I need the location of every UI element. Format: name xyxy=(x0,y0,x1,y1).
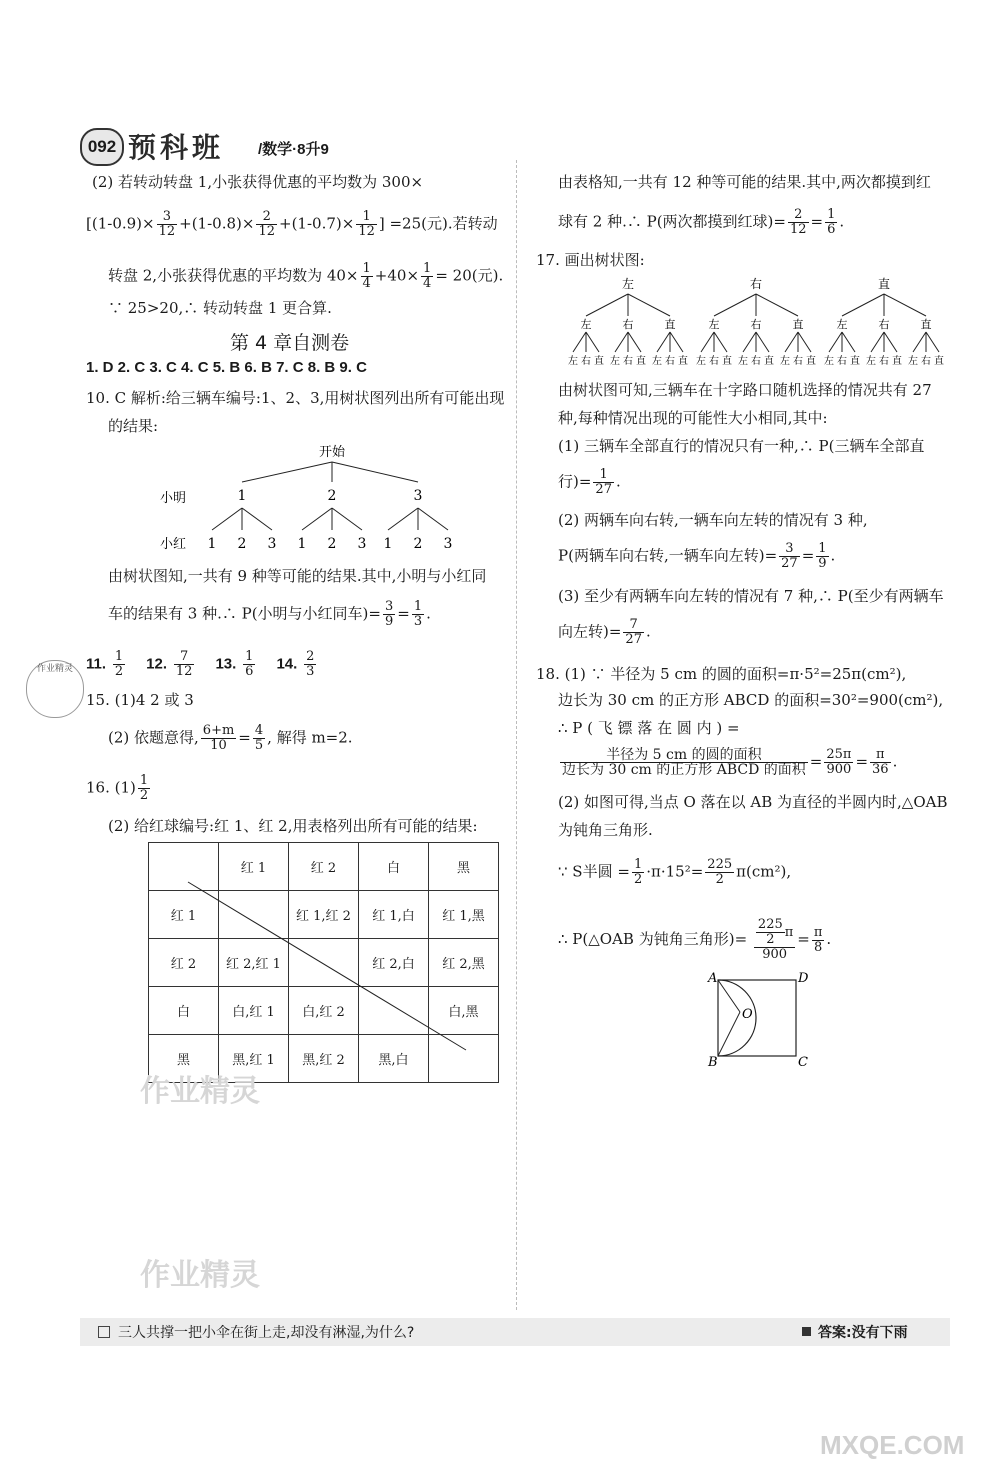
formula-line: 16. (1) $\frac{1}{2}$ xyxy=(86,773,149,803)
text-line: (2) 给红球编号:红 1、红 2,用表格列出所有可能的结果: xyxy=(108,817,478,835)
watermark-text: 作业精灵 xyxy=(140,1258,260,1293)
tree-leaf: 3 xyxy=(267,536,277,552)
text-line: 10. C 解析:给三辆车编号:1、2、3,用树状图列出所有可能出现 xyxy=(86,389,505,407)
text-line: 种,每种情况出现的可能性大小相同,其中: xyxy=(558,409,828,427)
text-line: (1) 三辆车全部直行的情况只有一种,∴ P(三辆车全部直 xyxy=(558,437,925,455)
tree-row-label: 小红 xyxy=(160,537,187,552)
formula-line: 行)= $\frac{1}{27}$ . xyxy=(558,467,621,497)
formula-line: [(1-0.9)× $\frac{3}{12}$ +(1-0.8)× $\frac{2}{12}$ +(1-0.7)× $\frac{1}{12}$ ] =25(元).若转动 xyxy=(86,209,498,239)
text-line: (2) 如图可得,当点 O 落在以 AB 为直径的半圆内时,△OAB xyxy=(558,793,948,811)
tree-node-level2: 右 xyxy=(750,318,762,331)
riddle-question: 三人共撑一把小伞在街上走,却没有淋湿,为什么? xyxy=(118,1325,415,1341)
table-header-cell: 红 1 xyxy=(219,843,289,891)
tree-leaf: 右 xyxy=(709,356,719,367)
answers-1-9: 1. D 2. C 3. C 4. C 5. B 6. B 7. C 8. B 9. C xyxy=(86,359,367,376)
table-row: 白 白,红 1 白,红 2 白,黑 xyxy=(149,987,499,1035)
text-line: 由表格知,一共有 12 种等可能的结果.其中,两次都摸到红 xyxy=(558,173,931,191)
text-line: ∵ 25>20,∴ 转动转盘 1 更合算. xyxy=(108,299,332,317)
table-row: 红 1 红 1,红 2 红 1,白 红 1,黑 xyxy=(149,891,499,939)
tree-leaf: 1 xyxy=(383,536,393,552)
formula-line: (2) 依题意得, $\frac{6+m}{10}$ = $\frac{4}{5}$ , 解得 m=2. xyxy=(108,723,353,753)
text-line: 由树状图知,一共有 9 种等可能的结果.其中,小明与小红同 xyxy=(108,567,487,585)
tree-node-level1: 直 xyxy=(877,277,891,291)
subject-label: /数学·8升9 xyxy=(258,141,329,158)
tree-node-level1: 右 xyxy=(749,277,763,291)
tree-leaf: 1 xyxy=(297,536,307,552)
tree-leaf: 直 xyxy=(636,356,646,367)
site-watermark: MXQE.COM xyxy=(820,1430,965,1460)
tree-diagram-q10 xyxy=(150,440,480,555)
figure-label-d: D xyxy=(798,971,809,986)
formula-line: 车的结果有 3 种.∴ P(小明与小红同车)= $\frac{3}{9}$ = $\frac{1}{3}$ . xyxy=(108,599,431,629)
table-header-cell: 红 2 xyxy=(289,843,359,891)
tree-node-level2: 右 xyxy=(622,318,634,331)
text-line: (2) 若转动转盘 1,小张获得优惠的平均数为 300× xyxy=(92,173,424,191)
tree-root: 开始 xyxy=(318,445,346,460)
tree-node-level2: 直 xyxy=(664,318,676,331)
formula-line: $\frac{\text{半径为 5 cm 的圆的面积}}{\text{边长为 30 cm 的正方形 ABCD 的面积}}$ = $\frac{25\pi}{900}$ = $\frac{\pi}{36}$ . xyxy=(562,747,898,778)
watermark-stamp: 作业精灵 xyxy=(26,660,84,718)
tree-leaf: 左 xyxy=(738,356,748,367)
tree-leaf: 左 xyxy=(696,356,706,367)
tree-leaf: 右 xyxy=(751,356,761,367)
tree-node-level2: 左 xyxy=(836,318,848,331)
formula-line: 球有 2 种.∴ P(两次都摸到红球)= $\frac{2}{12}$ = $\frac{1}{6}$ . xyxy=(558,207,845,237)
text-line: (2) 两辆车向右转,一辆车向左转的情况有 3 种, xyxy=(558,511,868,529)
text-line: 17. 画出树状图: xyxy=(536,251,645,269)
text-line: (3) 至少有两辆车向左转的情况有 7 种,∴ P(至少有两辆车 xyxy=(558,587,944,605)
table-header-cell: 白 xyxy=(359,843,429,891)
tree-leaf: 右 xyxy=(921,356,931,367)
formula-line: 向左转)= $\frac{7}{27}$ . xyxy=(558,617,651,647)
tree-leaf: 直 xyxy=(722,356,732,367)
tree-row-label: 小明 xyxy=(160,491,187,506)
tree-leaf: 直 xyxy=(892,356,902,367)
formula-line: ∵ S半圆 = $\frac{1}{2}$ ·π·15²= $\frac{225}{2}$ π(cm²), xyxy=(558,857,792,887)
tree-leaf: 左 xyxy=(610,356,620,367)
results-table xyxy=(148,842,499,1083)
tree-node: 1 xyxy=(237,488,247,504)
page-number-badge: 092 xyxy=(80,128,124,166)
tree-node-level2: 直 xyxy=(792,318,804,331)
formula-line: 转盘 2,小张获得优惠的平均数为 40× $\frac{1}{4}$ +40× $\frac{1}{4}$ = 20(元). xyxy=(108,261,504,291)
watermark-text: 作业精灵 xyxy=(140,1074,260,1109)
text-line: 为钝角三角形. xyxy=(558,821,653,839)
figure-label-o: O xyxy=(742,1007,753,1022)
tree-node: 3 xyxy=(413,488,423,504)
checkbox-icon xyxy=(98,1326,110,1338)
text-line: 边长为 30 cm 的正方形 ABCD 的面积=30²=900(cm²), xyxy=(558,691,944,709)
tree-leaf: 右 xyxy=(665,356,675,367)
table-row: 黑 黑,红 1 黑,红 2 黑,白 xyxy=(149,1035,499,1083)
answers-11-14: 11. $\frac{1}{2}$ 12. $\frac{7}{12}$ 13. $\frac{1}{6}$ 14. $\frac{2}{3}$ xyxy=(86,649,315,679)
tree-node-level2: 左 xyxy=(708,318,720,331)
tree-leaf: 3 xyxy=(443,536,453,552)
tree-leaf: 2 xyxy=(237,536,247,552)
figure-label-c: C xyxy=(798,1055,808,1070)
tree-leaf: 右 xyxy=(837,356,847,367)
tree-leaf: 3 xyxy=(357,536,367,552)
tree-leaf: 右 xyxy=(793,356,803,367)
tree-leaf: 右 xyxy=(879,356,889,367)
column-divider xyxy=(516,160,517,1310)
formula-line: ∴ P(△OAB 为钝角三角形)= $\frac{225}{2}$ π 900 = $\frac{\pi}{8}$ . xyxy=(558,917,832,962)
tree-node: 2 xyxy=(327,488,337,504)
text-line: ∴ P ( 飞 镖 落 在 圆 内 ) = xyxy=(558,719,740,737)
tree-leaf: 直 xyxy=(594,356,604,367)
text-line: 15. (1)4 2 或 3 xyxy=(86,691,194,709)
figure-label-b: B xyxy=(708,1055,718,1070)
tree-leaf: 左 xyxy=(908,356,918,367)
table-row: 红 2 红 2,红 1 红 2,白 红 2,黑 xyxy=(149,939,499,987)
tree-leaf: 左 xyxy=(866,356,876,367)
tree-leaf: 右 xyxy=(581,356,591,367)
text-line: 的结果: xyxy=(108,417,159,435)
tree-diagram-q17 xyxy=(560,272,960,372)
table-header-cell: 黑 xyxy=(429,843,499,891)
tree-node-level2: 左 xyxy=(580,318,592,331)
formula-line: P(两辆车向右转,一辆车向左转)= $\frac{3}{27}$ = $\frac{1}{9}$ . xyxy=(558,541,836,571)
tree-leaf: 左 xyxy=(780,356,790,367)
tree-node-level1: 左 xyxy=(621,277,635,291)
geometry-figure xyxy=(704,970,814,1070)
book-logo: 预科班 xyxy=(128,131,225,164)
tree-leaf: 右 xyxy=(623,356,633,367)
tree-leaf: 2 xyxy=(413,536,423,552)
tree-leaf: 直 xyxy=(678,356,688,367)
tree-leaf: 直 xyxy=(764,356,774,367)
table-diagonal xyxy=(148,842,493,1077)
riddle-answer: 答案:没有下雨 xyxy=(818,1325,908,1341)
tree-leaf: 1 xyxy=(207,536,217,552)
square-bullet-icon xyxy=(802,1327,811,1336)
figure-label-a: A xyxy=(708,971,718,986)
text-line: 18. (1) ∵ 半径为 5 cm 的圆的面积=π·5²=25π(cm²), xyxy=(536,665,907,683)
tree-leaf: 直 xyxy=(850,356,860,367)
tree-leaf: 直 xyxy=(806,356,816,367)
section-title: 第 4 章自测卷 xyxy=(230,332,350,354)
text-line: 由树状图可知,三辆车在十字路口随机选择的情况共有 27 xyxy=(558,381,932,399)
tree-leaf: 左 xyxy=(824,356,834,367)
tree-node-level2: 右 xyxy=(878,318,890,331)
tree-leaf: 直 xyxy=(934,356,944,367)
tree-leaf: 2 xyxy=(327,536,337,552)
tree-node-level2: 直 xyxy=(920,318,932,331)
tree-leaf: 左 xyxy=(652,356,662,367)
tree-leaf: 左 xyxy=(568,356,578,367)
